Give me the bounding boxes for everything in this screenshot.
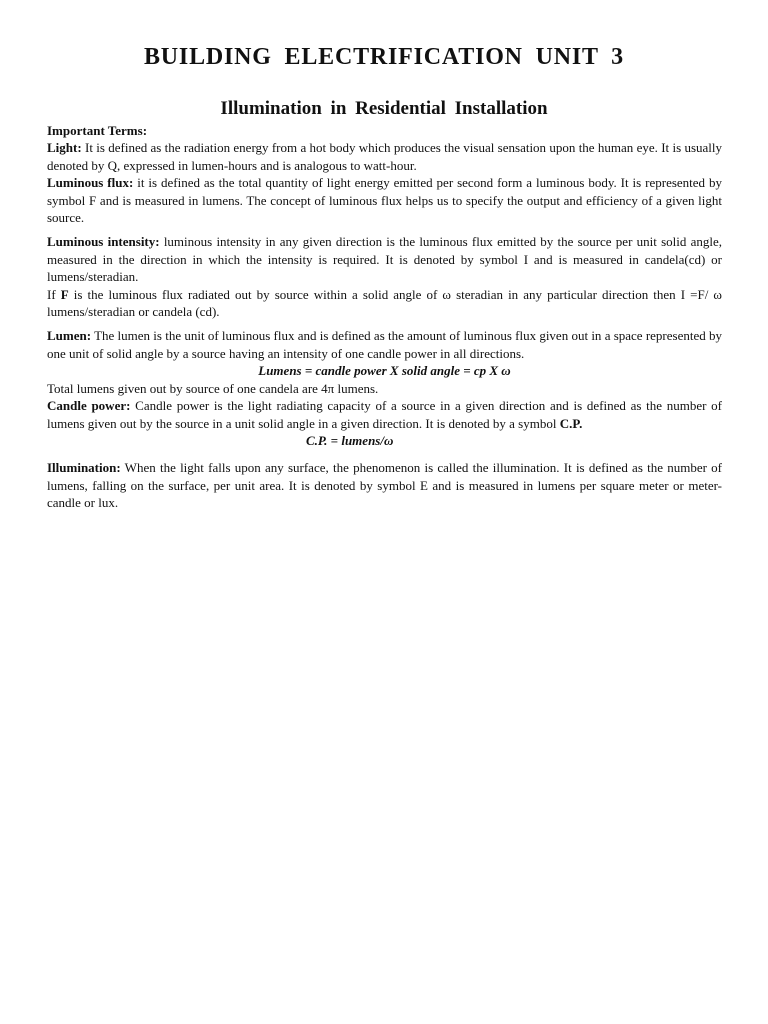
- document-subtitle: Illumination in Residential Installation: [220, 98, 548, 119]
- paragraph-illumination: [47, 459, 722, 511]
- formula-lumens: Lumens = candle power X solid angle = cp X ω: [258, 363, 511, 379]
- term-candle-power: Candle power:: [47, 398, 131, 414]
- document-title: BUILDING ELECTRIFICATION UNIT 3: [143, 44, 624, 70]
- definition-light: It is defined as the radiation energy from a hot body which produces the visual sensation upon the human eye. It is usually denoted by Q, expressed in lumen-hours and is analogous to watt-hour.: [47, 140, 722, 173]
- symbol-f: F: [60, 286, 69, 302]
- lumens-note: Total lumens given out by source of one candela are 4π lumens.: [47, 380, 379, 396]
- paragraph-candle-power: [47, 397, 722, 432]
- definition-luminous-intensity: luminous intensity in any given direction is the luminous flux emitted by the source per unit solid angle, measured in the direction in which the intensity is required. It is denoted by symbol I and is measured in candela(cd) or lumens/steradian.: [47, 234, 722, 285]
- paragraph-luminous-intensity: [47, 233, 722, 285]
- symbol-cp: C.P.: [559, 415, 583, 431]
- definition-candle-power: Candle power is the light radiating capacity of a source in a given direction and is defined as the number of lumens given out by the source in a unit solid angle in a given direction. It is denoted by a symbol: [47, 398, 723, 431]
- section-heading: Important Terms:: [47, 123, 148, 138]
- formula-candle-power: C.P. = lumens/ω: [306, 432, 394, 448]
- term-lumen: Lumen:: [47, 328, 92, 344]
- document-body: [47, 122, 722, 512]
- term-luminous-flux: Luminous flux:: [47, 175, 134, 191]
- paragraph-light: [47, 139, 722, 174]
- term-illumination: Illumination:: [47, 460, 121, 476]
- paragraph-flux-relation: [47, 286, 722, 321]
- definition-lumen: The lumen is the unit of luminous flux and is defined as the amount of luminous flux given out in a space represented by one unit of solid angle by a source having an intensity of one candle power in all directions.: [47, 328, 722, 361]
- term-luminous-intensity: Luminous intensity:: [47, 234, 160, 250]
- paragraph-lumen: [47, 327, 722, 362]
- term-light: Light:: [47, 140, 82, 156]
- paragraph-luminous-flux: [47, 174, 722, 226]
- definition-luminous-flux: it is defined as the total quantity of light energy emitted per second form a luminous body. It is represented by symbol F and is measured in lumens. The concept of luminous flux helps us to specify the output and efficiency of a given light source.: [47, 175, 722, 226]
- definition-illumination: When the light falls upon any surface, the phenomenon is called the illumination. It is defined as the number of lumens, falling on the surface, per unit area. It is denoted by symbol E and is measured in lumens per square meter or meter-candle or lux.: [47, 460, 722, 511]
- flux-relation-text: is the luminous flux radiated out by source within a solid angle of ω steradian in any particular direction then I =F/ ω lumens/steradian or candela (cd).: [47, 286, 722, 320]
- if-prefix: If: [47, 286, 61, 302]
